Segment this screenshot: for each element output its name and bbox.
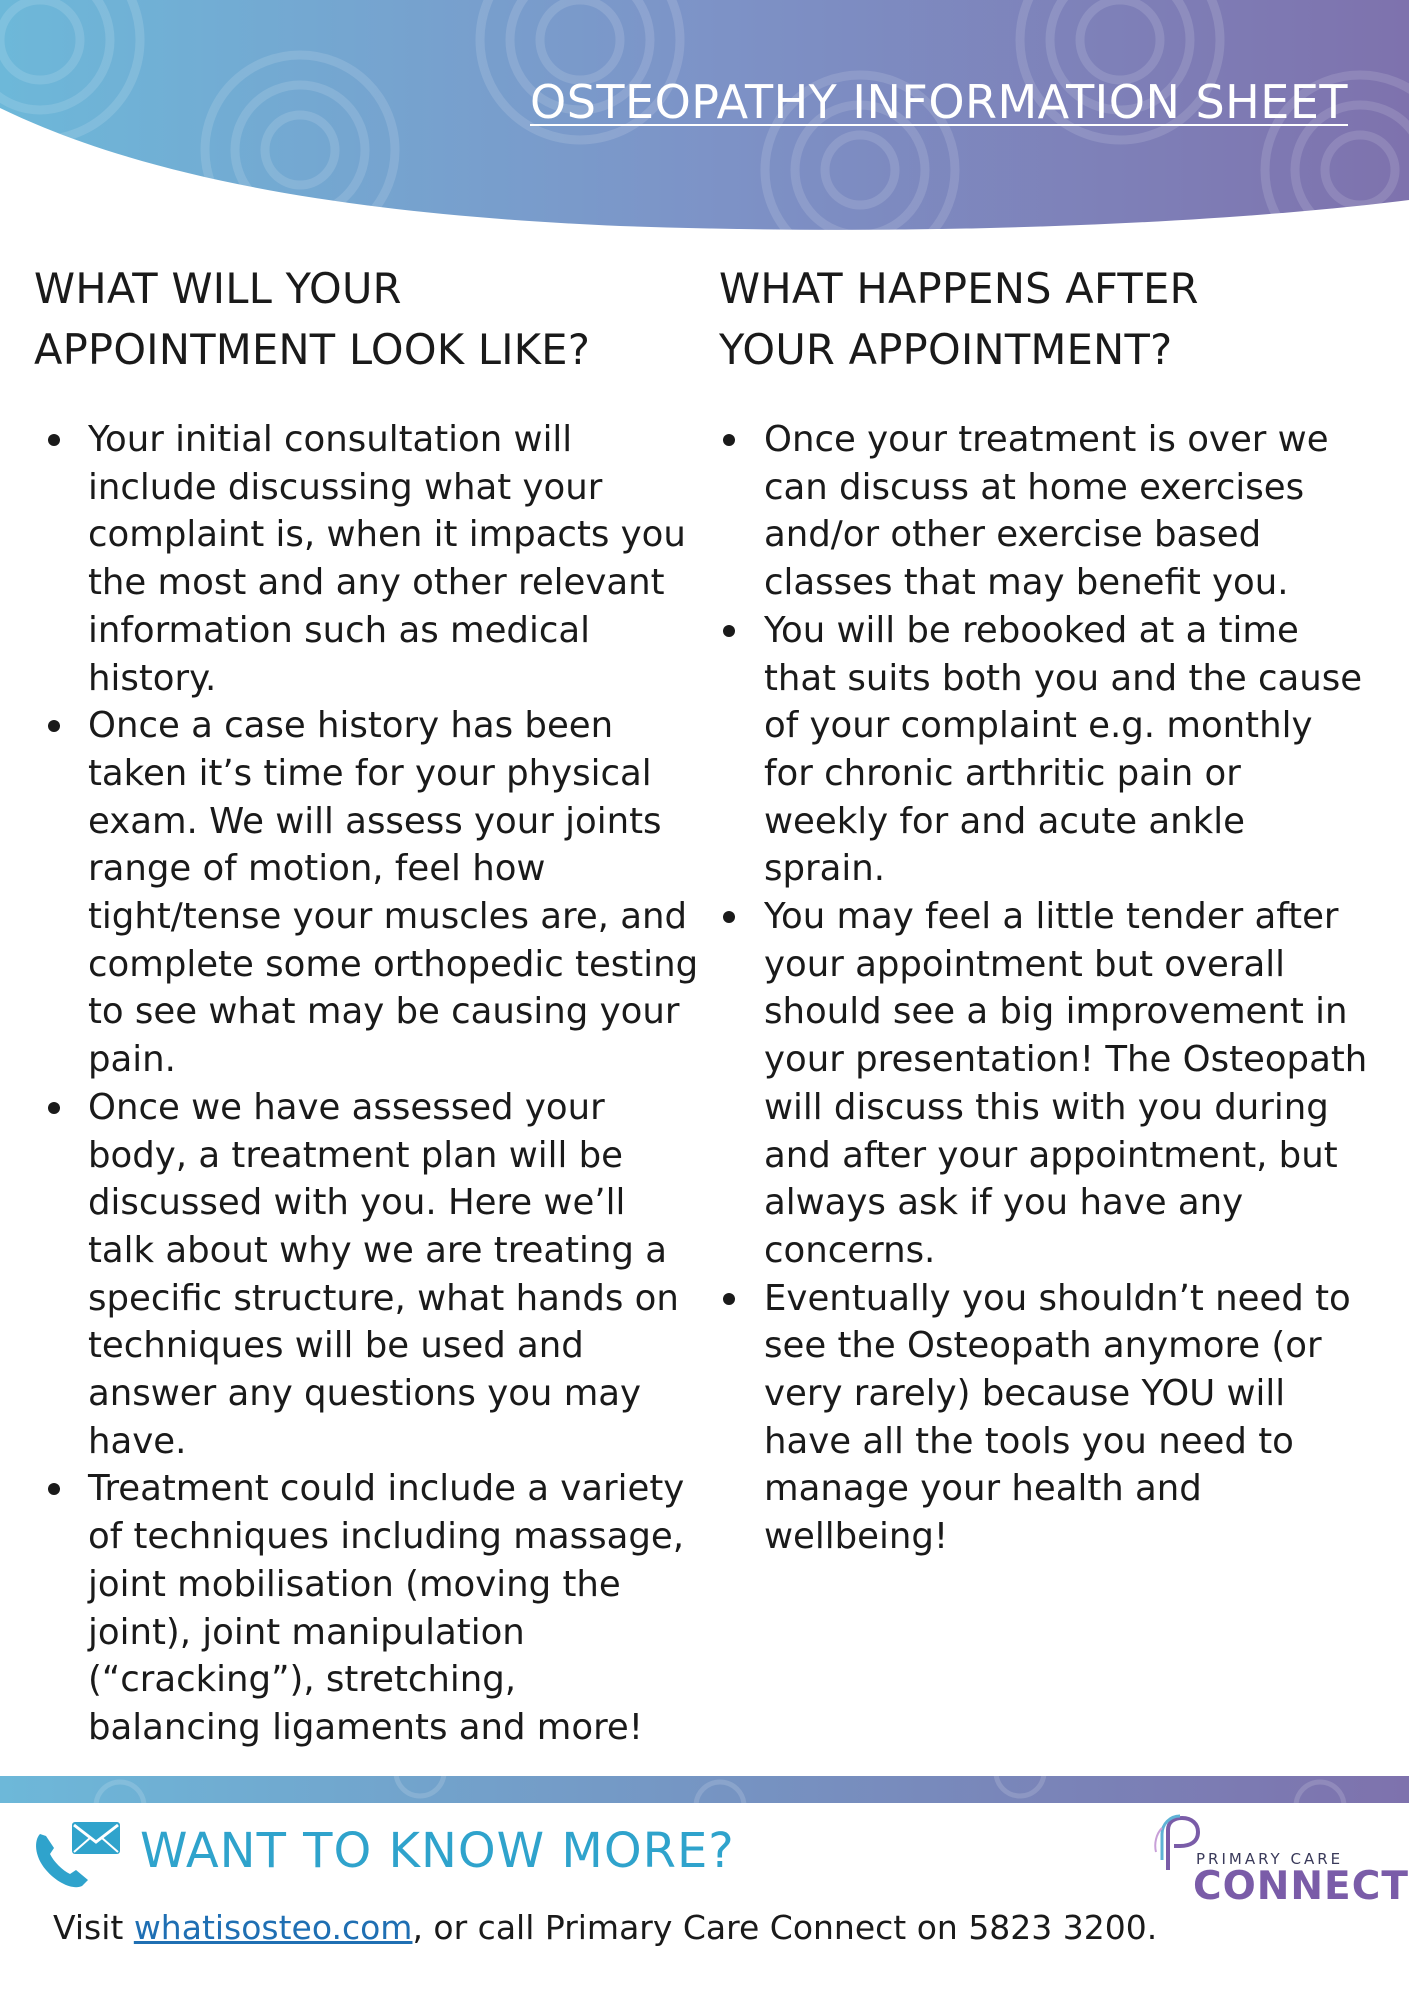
page-title: OSTEOPATHY INFORMATION SHEET [530,75,1348,129]
website-link[interactable]: whatisosteo.com [133,1908,413,1947]
list-item [719,1275,1369,1561]
bullet-icon [723,434,735,446]
footer-text-prefix: Visit [53,1908,134,1947]
bullet-icon [723,625,735,637]
list-item-text: You may feel a little tender after your appointment but overall should see a big improvement in your presentation! The Osteopath will discuss this with you during and after your appointment, but always ask if you have any concerns. [764,896,1368,1271]
list-item-text: Once your treatment is over we can discuss at home exercises and/or other exercise based classes that may benefit you. [764,419,1329,604]
logo-text-primary-care: PRIMARY CARE [1196,1850,1344,1868]
list-item-text: Your initial consultation will include discussing what your complaint is, when it impacts you the most and any other relevant information such as medical history. [88,419,686,699]
list-item [34,416,700,702]
bullet-icon [48,1483,60,1495]
logo-text-connect: CONNECT [1193,1864,1409,1909]
after-appointment-heading [719,258,1369,380]
after-appointment-heading-line-2: YOUR APPOINTMENT? [719,325,1173,374]
bullet-icon [48,720,60,732]
list-item [34,702,700,1084]
list-item-text: Treatment could include a variety of techniques including massage, joint mobilisation (moving the joint), joint manipulation (“cracking”), stretching, balancing ligaments and more! [88,1468,685,1748]
phone-mail-icon [30,1818,124,1892]
appointment-heading-line-1: WHAT WILL YOUR [34,264,402,313]
list-item-text: You will be rebooked at a time that suits both you and the cause of your complaint e.g. monthly for chronic arthritic pain or weekly for and acute ankle sprain. [764,609,1363,890]
list-item [719,893,1369,1275]
footer-contact-text [53,1908,1157,1947]
after-appointment-section [719,258,1369,1561]
list-item-text: Once a case history has been taken it’s time for your physical exam. We will assess your joints range of motion, feel how tight/tense your muscles are, and complete some orthopedic testing to see what may be causing your pain. [88,705,699,1081]
list-item [719,416,1369,607]
list-item-text: Once we have assessed your body, a treatment plan will be discussed with you. Here we’ll talk about why we are treating a specific structure, what hands on techniques will be used and answer any questions you may have. [88,1086,679,1462]
bullet-icon [48,434,60,446]
list-item [34,1084,700,1466]
footer-heading: WANT TO KNOW MORE? [140,1823,735,1879]
list-item [34,1465,700,1751]
after-appointment-heading-line-1: WHAT HAPPENS AFTER [719,264,1199,313]
bullet-icon [723,911,735,923]
appointment-list [34,416,700,1752]
appointment-section [34,258,700,1752]
footer-text-suffix: , or call Primary Care Connect on 5823 3200. [412,1908,1158,1947]
bullet-icon [48,1102,60,1114]
after-appointment-list [719,416,1369,1561]
footer-divider-bar [0,1776,1409,1803]
appointment-heading [34,258,700,380]
bullet-icon [723,1293,735,1305]
list-item-text: Eventually you shouldn’t need to see the Osteopath anymore (or very rarely) because YOU will have all the tools you need to manage your health and wellbeing! [764,1277,1351,1558]
primary-care-connect-logo [1150,1812,1409,1909]
appointment-heading-line-2: APPOINTMENT LOOK LIKE? [34,325,591,374]
list-item [719,607,1369,893]
